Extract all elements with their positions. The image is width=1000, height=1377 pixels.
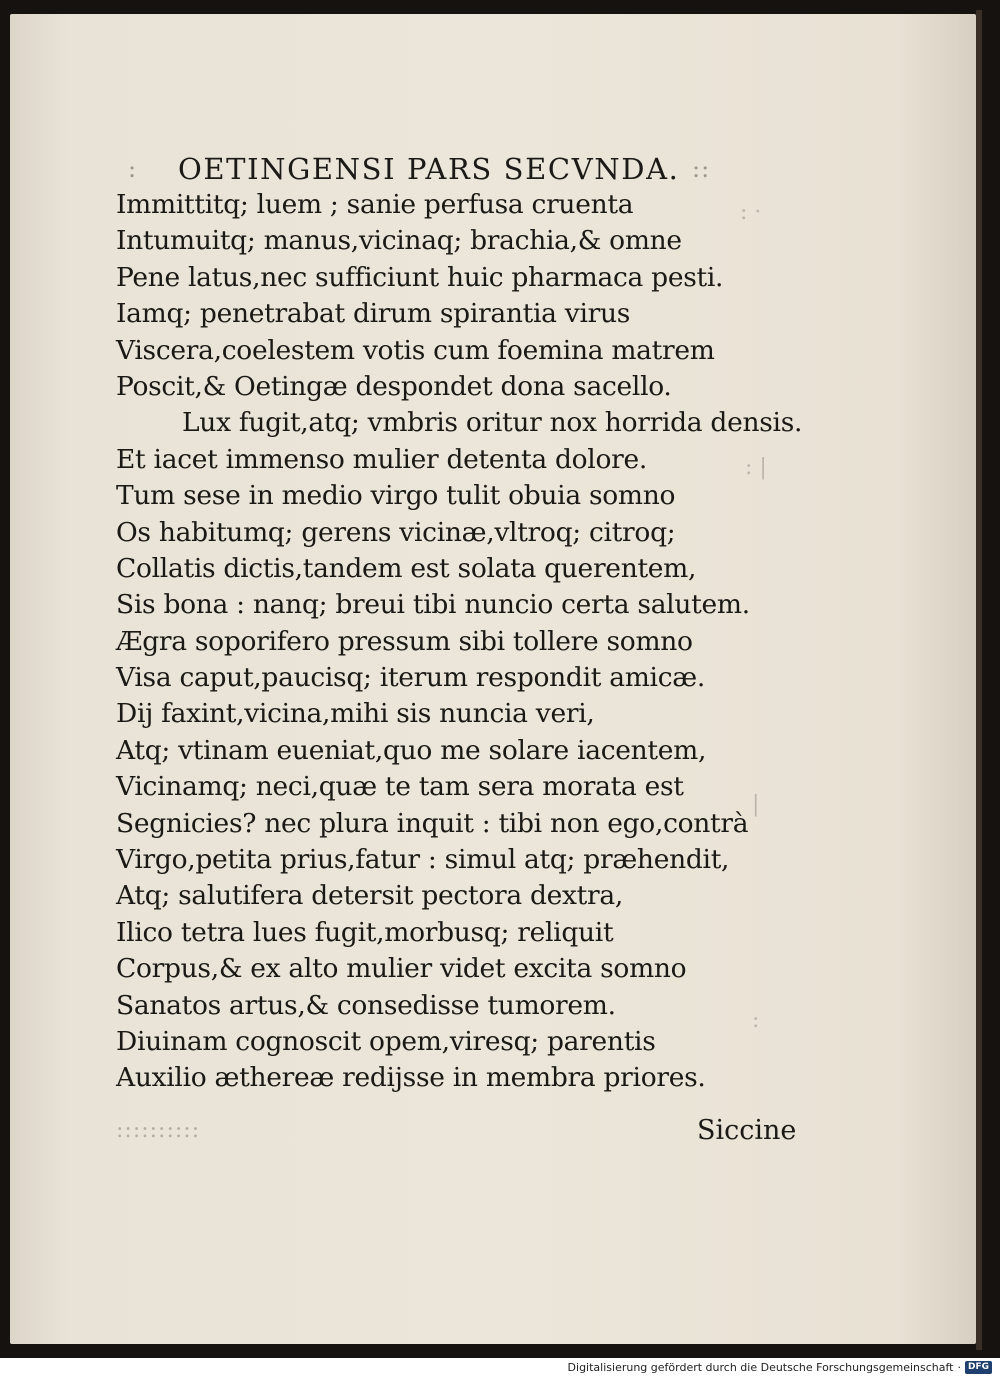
- bleed-through-mark: :: [128, 155, 138, 183]
- page-edge: [976, 10, 982, 1350]
- poem-line: Os habitumq; gerens vicinæ,vltroq; citroq;: [116, 516, 676, 548]
- poem-line: Ægra soporifero pressum sibi tollere somno: [116, 625, 693, 657]
- poem-line: Atq; vtinam eueniat,quo me solare iacentem,: [116, 734, 707, 766]
- poem-line: Lux fugit,atq; vmbris oritur nox horrida densis.: [182, 407, 803, 439]
- poem-line: Viscera,coelestem votis cum foemina matrem: [116, 334, 715, 366]
- poem-line: Tum sese in medio virgo tulit obuia somno: [116, 480, 676, 512]
- poem-line: Dij faxint,vicina,mihi sis nuncia veri,: [116, 698, 595, 730]
- running-header: OETINGENSI PARS SECVNDA.: [178, 152, 680, 186]
- poem-line: Sis bona : nanq; breui tibi nuncio certa salutem.: [116, 589, 750, 621]
- poem-line: Immittitq; luem ; sanie perfusa cruenta: [116, 189, 634, 220]
- poem-line: Auxilio æthereæ redijsse in membra priores.: [116, 1062, 706, 1094]
- bleed-through-mark: : ·: [740, 200, 762, 225]
- footer-credit: [568, 1360, 992, 1375]
- catchword: Siccine: [697, 1115, 797, 1146]
- poem-line: Ilico tetra lues fugit,morbusq; reliquit: [116, 916, 614, 948]
- bleed-through-mark: |: [752, 792, 760, 817]
- dfg-logo-icon: DFG: [965, 1361, 992, 1374]
- poem-line: Diuinam cognoscit opem,viresq; parentis: [116, 1025, 656, 1057]
- bleed-through-mark: :: [752, 1008, 760, 1033]
- poem-line: Pene latus,nec sufficiunt huic pharmaca pesti.: [116, 261, 724, 293]
- poem-line: Intumuitq; manus,vicinaq; brachia,& omne: [116, 225, 682, 257]
- bleed-through-signature: ::::::::::: [116, 1118, 201, 1143]
- poem-line: Segnicies? nec plura inquit : tibi non ego,contrà: [116, 807, 749, 839]
- bleed-through-mark: : |: [745, 455, 767, 480]
- poem-line: Poscit,& Oetingæ despondet dona sacello.: [116, 370, 672, 402]
- poem-line: Virgo,petita prius,fatur : simul atq; præhendit,: [116, 844, 730, 876]
- poem-line: Visa caput,paucisq; iterum respondit amicæ.: [116, 662, 705, 694]
- poem-line: Et iacet immenso mulier detenta dolore.: [116, 443, 648, 475]
- poem-line: Collatis dictis,tandem est solata querentem,: [116, 552, 697, 584]
- bleed-through-mark: ::: [692, 155, 711, 183]
- poem-line: Atq; salutifera detersit pectora dextra,: [116, 880, 623, 912]
- poem-line: Iamq; penetrabat dirum spirantia virus: [116, 298, 631, 330]
- poem-text: [116, 187, 802, 1097]
- poem-line: Corpus,& ex alto mulier videt excita somno: [116, 953, 687, 985]
- poem-line: Sanatos artus,& consedisse tumorem.: [116, 989, 616, 1021]
- funding-credit: Digitalisierung gefördert durch die Deutsche Forschungsgemeinschaft: [567, 1361, 954, 1374]
- separator-dot: ·: [957, 1361, 961, 1374]
- poem-line: Vicinamq; neci,quæ te tam sera morata est: [116, 771, 684, 803]
